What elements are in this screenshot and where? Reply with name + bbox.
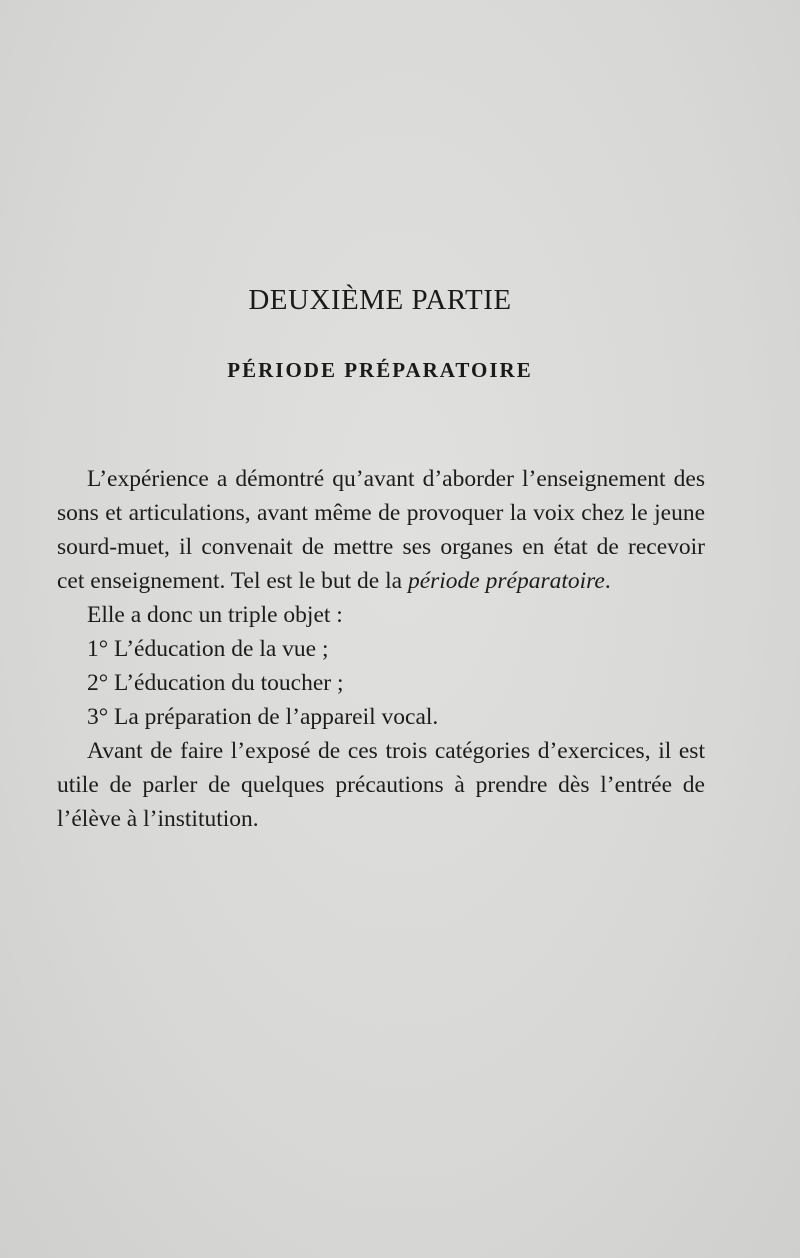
body-text (57, 462, 705, 836)
list-item-appareil-vocal: 3° La préparation de l’appareil vocal. (87, 704, 439, 730)
paragraph-conclusion: Avant de faire l’exposé de ces trois catégories d’exercices, il est utile de parler de quelques précautions à prendre dès l’entrée de l’élève à l’institution. (57, 738, 705, 832)
list-intro: Elle a donc un triple objet : (87, 602, 343, 628)
list-item-vue: 1° L’éducation de la vue ; (87, 636, 329, 662)
list-item-toucher: 2° L’éducation du toucher ; (87, 670, 344, 696)
section-title: PÉRIODE PRÉPARATOIRE (227, 358, 533, 382)
emphasis-periode-preparatoire: période préparatoire (407, 568, 605, 594)
paragraph-intro (57, 462, 705, 598)
paragraph-intro-text: L’expérience a démontré qu’avant d’aborder l’enseignement des sons et articulations, avant même de provoquer la voix chez le jeune sourd-muet, il convenait de mettre ses organes en état de recevoir cet enseignement. Tel est le but de la (57, 466, 705, 594)
part-title: DEUXIÈME PARTIE (248, 284, 512, 316)
paragraph-intro-end: . (604, 568, 611, 594)
